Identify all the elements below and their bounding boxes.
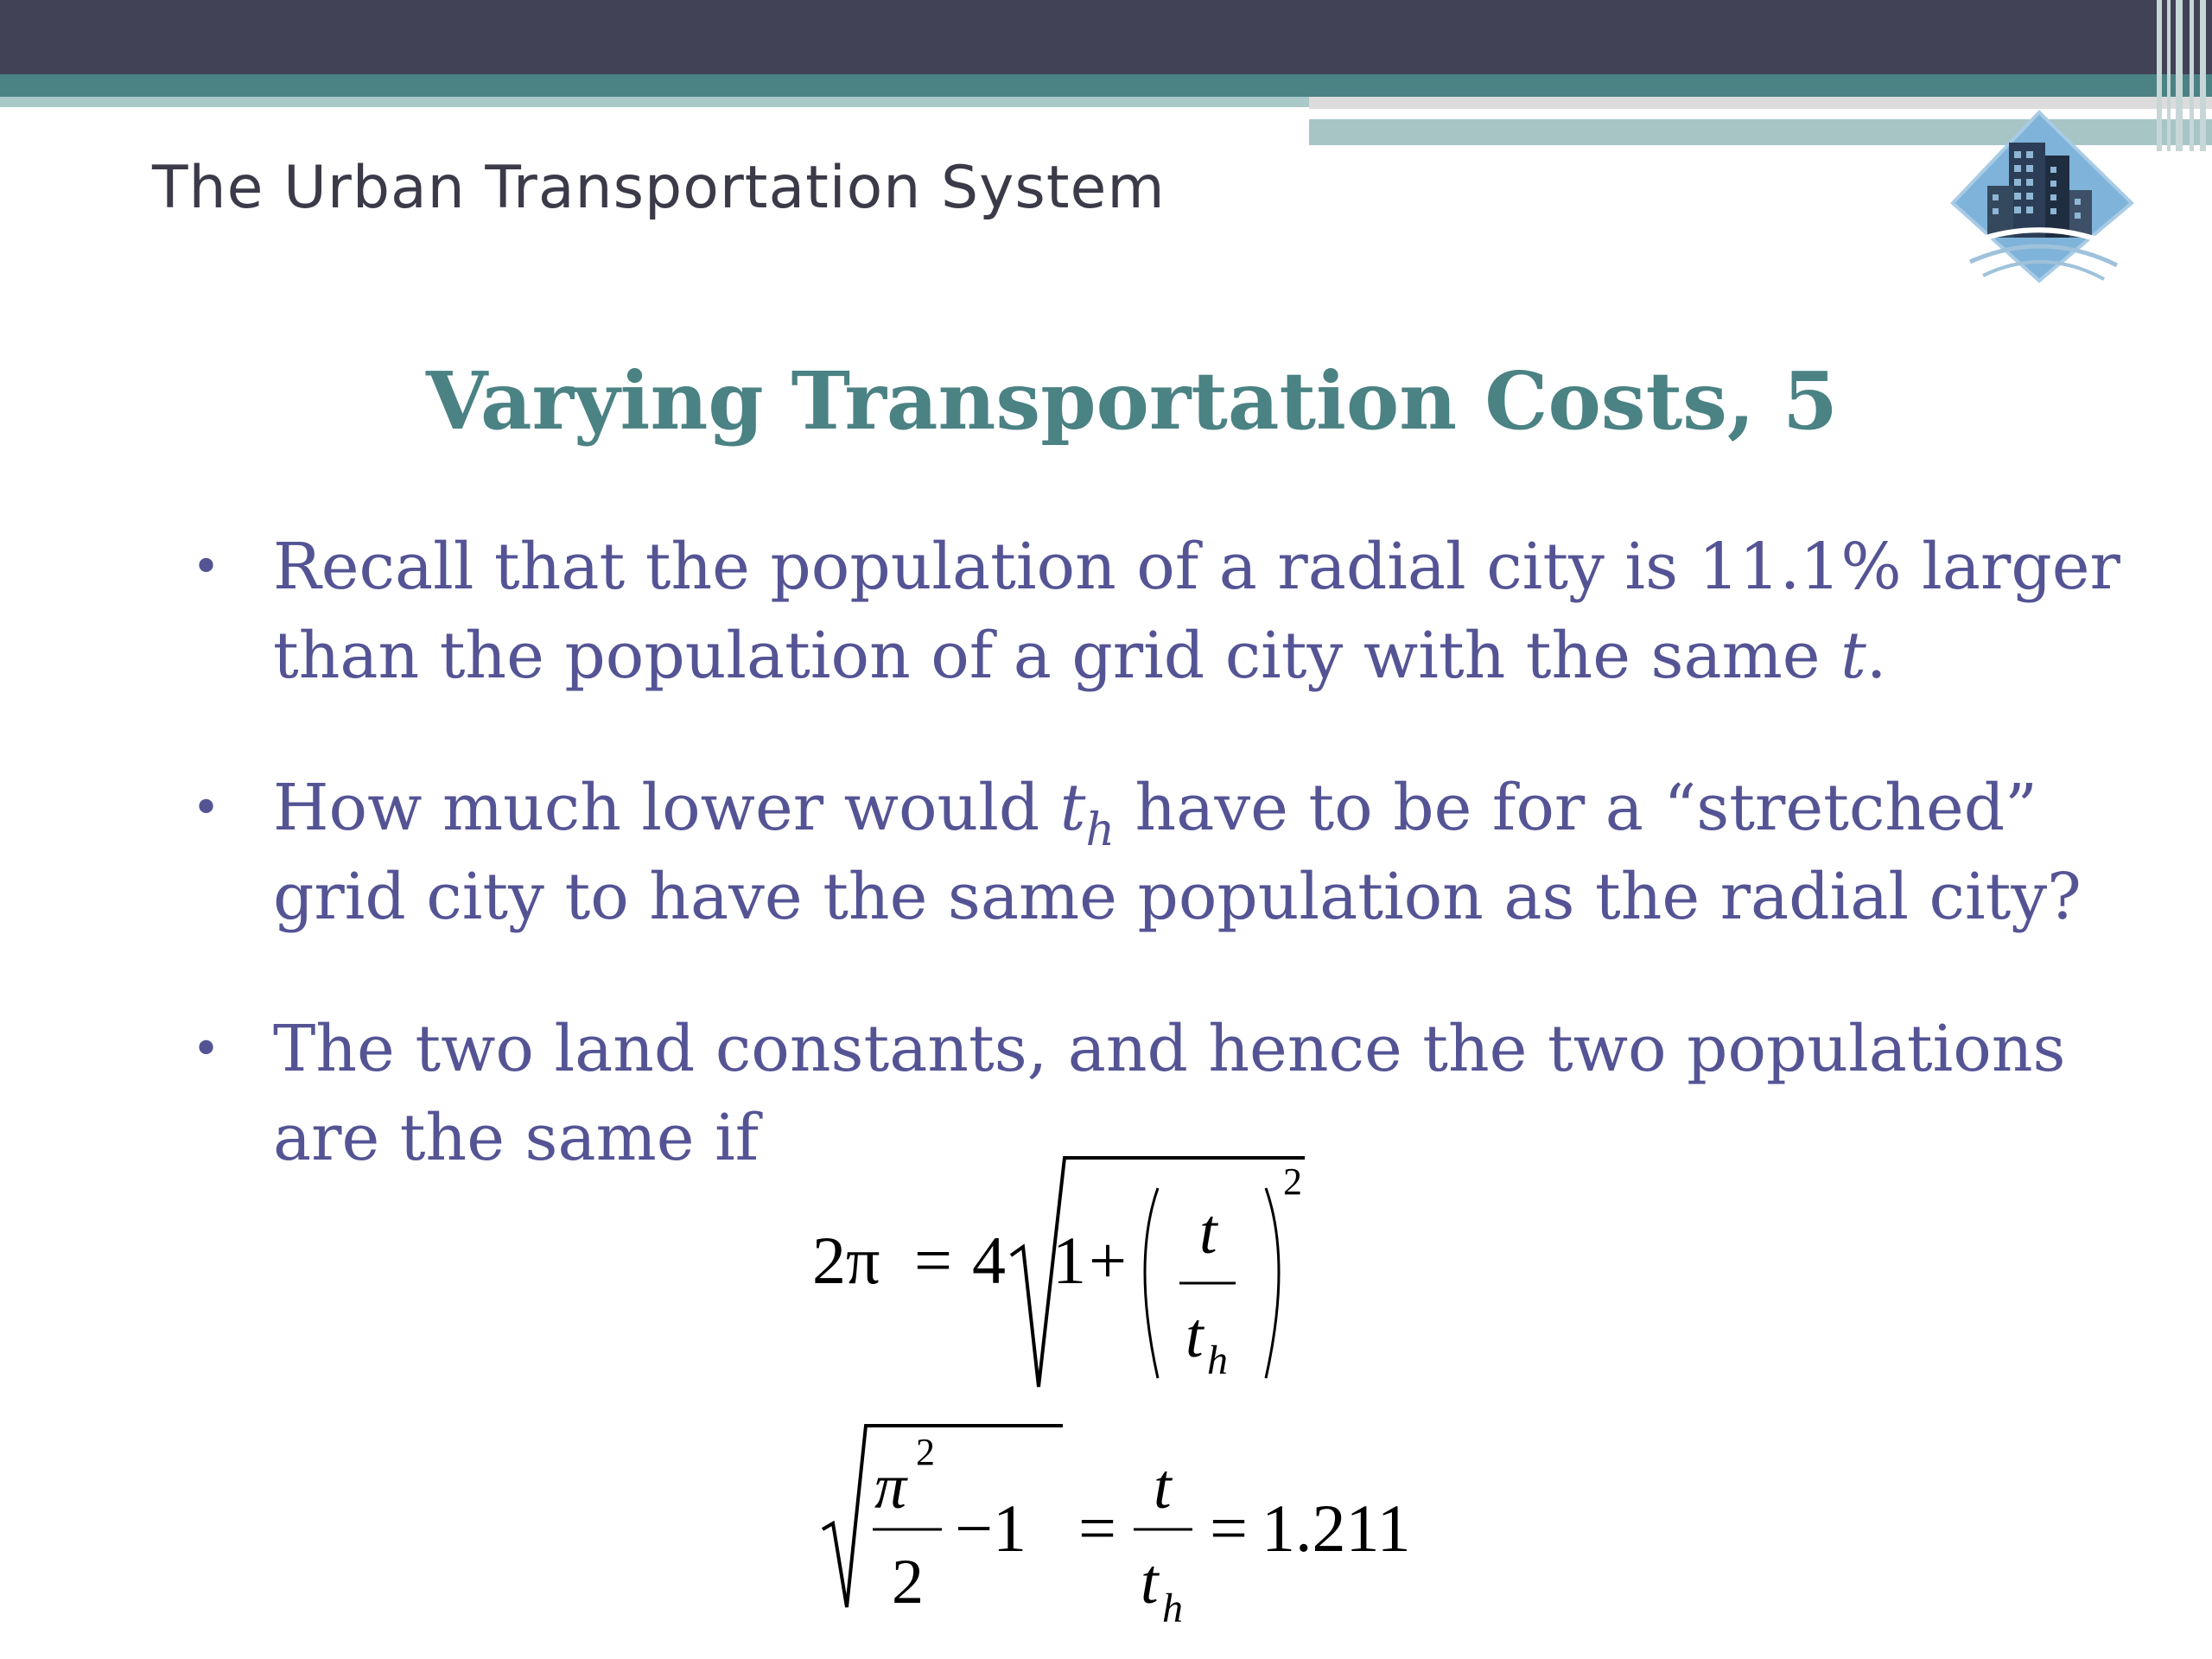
bullet-list <box>192 523 2120 1246</box>
bullet-2-line-2: grid city to have the same population as the radial city? <box>273 860 2082 934</box>
eq2-frac-denominator: t <box>1141 1547 1159 1618</box>
eq1-plus: + <box>1089 1223 1127 1298</box>
top-band-dark <box>0 0 2212 74</box>
eq1-equals: = <box>914 1223 952 1298</box>
bullet-3-line-2: are the same if <box>273 1101 760 1175</box>
eq1-numerator: t <box>1199 1197 1217 1268</box>
city-buildings-icon <box>1948 108 2139 289</box>
eq1-left-paren <box>1145 1188 1158 1378</box>
eq1-denominator: t <box>1185 1300 1204 1371</box>
eq2-equals-1: = <box>1078 1491 1116 1566</box>
top-band-edge-stripes <box>2152 0 2212 151</box>
top-band-light-left <box>0 97 1309 107</box>
bullet-item-1 <box>192 523 2120 701</box>
bullet-2-line-1-pre: How much lower would <box>273 771 1060 845</box>
bullet-icon <box>192 764 220 853</box>
eq2-frac-numerator: t <box>1154 1452 1172 1522</box>
eq2-frac-den-subscript: h <box>1162 1586 1183 1631</box>
eq1-den-subscript: h <box>1207 1338 1228 1383</box>
bullet-3-line-1: The two land constants, and hence the two populations <box>273 1012 2066 1086</box>
bullet-1-line-1: Recall that the population of a radial city is 11.1% larger <box>273 530 2120 604</box>
bullet-1-line-2-text: than the population of a grid city with the same <box>273 619 1841 693</box>
equation-1 <box>812 1145 1331 1404</box>
bullet-2-line-1-post: have to be for a “stretched” <box>1115 771 2037 845</box>
equation-2 <box>812 1413 1434 1637</box>
header-title: The Urban Transportation System <box>152 154 1166 222</box>
eq2-minus-one: −1 <box>955 1491 1027 1566</box>
variable-t: t <box>1840 619 1866 693</box>
eq2-num-exponent: 2 <box>916 1431 935 1473</box>
subscript-h: h <box>1085 804 1116 856</box>
bullet-1-line-2 <box>273 612 2110 701</box>
bullet-icon <box>192 1005 220 1094</box>
top-band-teal <box>0 74 2212 97</box>
eq2-equals-2: = <box>1210 1491 1248 1566</box>
top-band-grey-right <box>1309 97 2212 109</box>
eq2-numerator: π <box>874 1452 907 1522</box>
eq1-right-paren <box>1266 1188 1279 1378</box>
eq1-exponent: 2 <box>1283 1160 1302 1203</box>
eq2-denominator: 2 <box>892 1547 924 1618</box>
slide-title: Varying Transportation Costs, 5 <box>426 354 1838 448</box>
eq1-lhs: 2π <box>812 1223 880 1298</box>
eq2-result: 1.211 <box>1262 1491 1411 1566</box>
eq1-one: 1 <box>1052 1223 1086 1298</box>
variable-t: t <box>1059 771 1086 845</box>
bullet-icon <box>192 523 220 612</box>
eq1-coef: 4 <box>972 1223 1006 1298</box>
bullet-2-line-1 <box>273 764 2110 856</box>
eq2-sqrt-sign <box>823 1426 1063 1607</box>
bullet-1-period: . <box>1866 619 1887 693</box>
bullet-item-2 <box>192 764 2110 942</box>
